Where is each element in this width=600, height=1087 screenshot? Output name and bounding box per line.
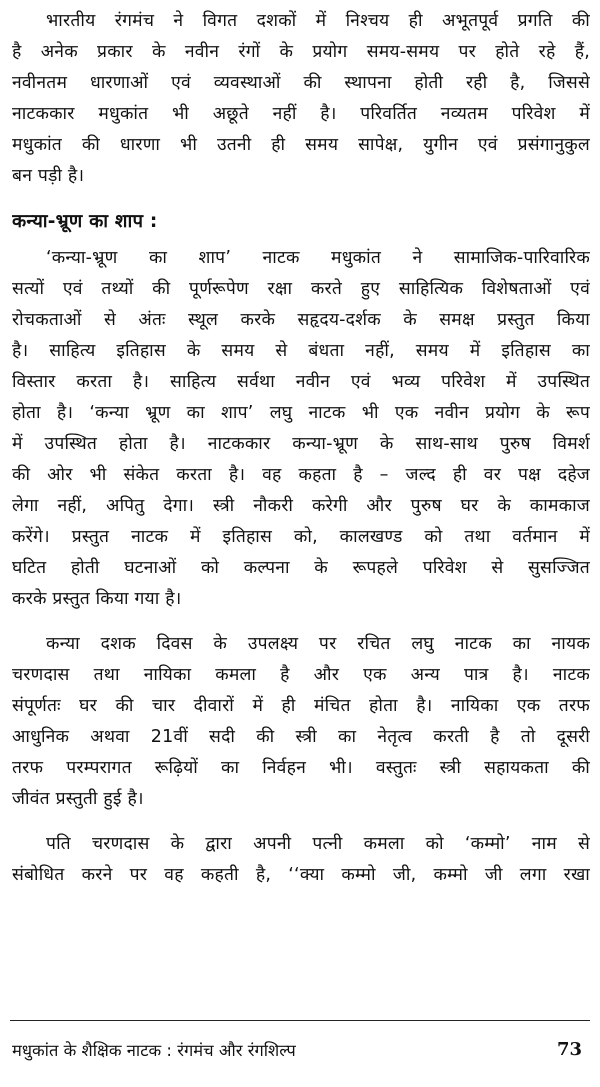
text-line: ‘कन्या-भ्रूण का शाप’ नाटक मधुकांत ने सामाजिक-पारिवारिक [46,248,590,268]
running-title: मधुकांत के शैक्षिक नाटक : रंगमंच और रंगशिल्प [12,1040,296,1060]
paragraph-1 [12,6,590,192]
text-line: पति चरणदास के द्वारा अपनी पत्नी कमला को ‘कम्मो’ नाम से [46,834,590,854]
text-line: चरणदास तथा नायिका कमला है और एक अन्य पात्र है। नाटक [12,665,590,685]
text-line: रोचकताओं से अंतः स्थूल करके सहृदय-दर्शक के समक्ष प्रस्तुत किया [12,310,590,330]
text-line: नाटककार मधुकांत भी अछूते नहीं है। परिवर्तित नव्यतम परिवेश में [12,104,590,124]
text-line: तरफ परम्परागत रूढ़ियों का निर्वहन भी। वस्तुतः स्त्री सहायकता की [12,758,590,778]
text-line: संपूर्णतः घर की चार दीवारों में ही मंचित होता है। नायिका एक तरफ [12,696,590,716]
text-line: कन्या दशक दिवस के उपलक्ष्य पर रचित लघु नाटक का नायक [46,634,590,654]
text-line: नवीनतम धारणाओं एवं व्यवस्थाओं की स्थापना होती रही है, जिससे [12,73,590,93]
paragraph-4 [12,829,590,891]
text-line: में उपस्थित होता है। नाटककार कन्या-भ्रूण के साथ-साथ पुरुष विमर्श [12,434,590,454]
text-line: जीवंत प्रस्तुती हुई है। [12,789,144,809]
text-line: है। साहित्य इतिहास के समय से बंधता नहीं, समय में इतिहास का [12,341,590,361]
body-text [12,6,590,891]
text-line: भारतीय रंगमंच ने विगत दशकों में निश्चय ही अभूतपूर्व प्रगति की [46,11,590,31]
text-line: है अनेक प्रकार के नवीन रंगों के प्रयोग समय-समय पर होते रहे हैं, [12,42,590,62]
section-heading: कन्या-भ्रूण का शाप : [12,211,158,232]
paragraph-3 [12,629,590,815]
text-line: करके प्रस्तुत किया गया है। [12,589,182,609]
text-line: आधुनिक अथवा 21वीं सदी की स्त्री का नेतृत्व करती है तो दूसरी [12,727,590,747]
text-line: विस्तार करता है। साहित्य सर्वथा नवीन एवं भव्य परिवेश में उपस्थित [12,372,590,392]
text-line: करेंगे। प्रस्तुत नाटक में इतिहास को, कालखण्ड को तथा वर्तमान में [12,527,590,547]
paragraph-2 [12,243,590,615]
text-line: सत्यों एवं तथ्यों की पूर्णरूपेण रक्षा करते हुए साहित्यिक विशेषताओं एवं [12,279,590,299]
text-line: बन पड़ी है। [12,166,85,186]
text-line: मधुकांत की धारणा भी उतनी ही समय सापेक्ष, युगीन एवं प्रसंगानुकुल [12,135,590,155]
page-number: 73 [556,1038,582,1060]
text-line: घटित होती घटनाओं को कल्पना के रूपहले परिवेश से सुसज्जित [12,558,590,578]
footer-divider [10,1020,590,1021]
page-footer [12,1032,588,1066]
text-line: की ओर भी संकेत करता है। वह कहता है – जल्द ही वर पक्ष दहेज [12,465,590,485]
text-line: संबोधित करने पर वह कहती है, ‘‘क्या कम्मो जी, कम्मो जी लगा रखा [12,865,590,885]
text-line: होता है। ‘कन्या भ्रूण का शाप’ लघु नाटक भी एक नवीन प्रयोग के रूप [12,403,590,423]
text-line: लेगा नहीं, अपितु देगा। स्त्री नौकरी करेगी और पुरुष घर के कामकाज [12,496,590,516]
